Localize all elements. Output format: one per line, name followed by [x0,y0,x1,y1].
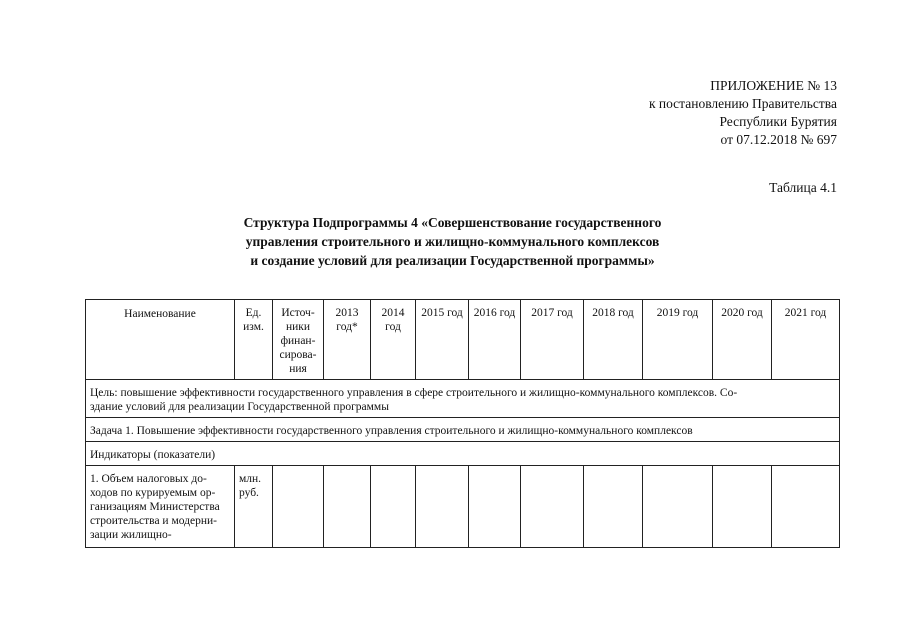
title-line-3: и создание условий для реализации Государственной программы» [250,253,655,268]
indicator-1-2018 [584,466,643,548]
header-unit: Ед. изм. [235,300,273,380]
header-2020: 2020 год [713,300,772,380]
table-header-row [86,300,840,380]
header-2014: 2014 год [371,300,416,380]
appendix-line-2: к постановлению Правительства [648,96,837,111]
appendix-title: ПРИЛОЖЕНИЕ № 13 [710,78,837,93]
header-2016: 2016 год [469,300,521,380]
indicator-1-2013 [324,466,371,548]
indicator-1-source [273,466,324,548]
structure-table [85,299,840,548]
title-line-2: управления строительного и жилищно-коммунального комплексов [245,234,660,249]
indicators-cell: Индикаторы (показатели) [86,442,840,466]
goal-row [86,380,840,418]
header-name: Наименование [86,300,235,380]
indicator-1-unit: млн. руб. [235,466,273,548]
appendix-line-3: Республики Бурятия [719,114,837,129]
header-2021: 2021 год [772,300,840,380]
header-2013: 2013 год* [324,300,371,380]
header-2017: 2017 год [521,300,584,380]
indicator-1-2017 [521,466,584,548]
table-number: Таблица 4.1 [769,180,837,195]
indicators-row [86,442,840,466]
indicator-1-2021 [772,466,840,548]
task-row [86,418,840,442]
indicator-1-2015 [416,466,469,548]
indicator-1-2019 [643,466,713,548]
title-line-1: Структура Подпрограммы 4 «Совершенствование государственного [243,215,662,230]
indicator-1-2020 [713,466,772,548]
indicator-1-name: 1. Объем налоговых до- ходов по курируемым ор- ганизациям Министерства строительства и модерни- зации жилищно- [86,466,235,548]
indicator-1-2016 [469,466,521,548]
indicator-1-row [86,466,840,548]
document-title [0,213,905,270]
indicator-1-2014 [371,466,416,548]
header-2019: 2019 год [643,300,713,380]
appendix-line-4: от 07.12.2018 № 697 [720,132,837,147]
task-cell: Задача 1. Повышение эффективности государственного управления строительного и жилищно-коммунального комплексов [86,418,840,442]
header-source: Источ- ники финан- сирова- ния [273,300,324,380]
appendix-block [649,77,837,149]
goal-cell: Цель: повышение эффективности государственного управления в сфере строительного и жилищно-коммунального комплексов. Со- здание условий для реализации Государственной программы [86,380,840,418]
header-2018: 2018 год [584,300,643,380]
header-2015: 2015 год [416,300,469,380]
